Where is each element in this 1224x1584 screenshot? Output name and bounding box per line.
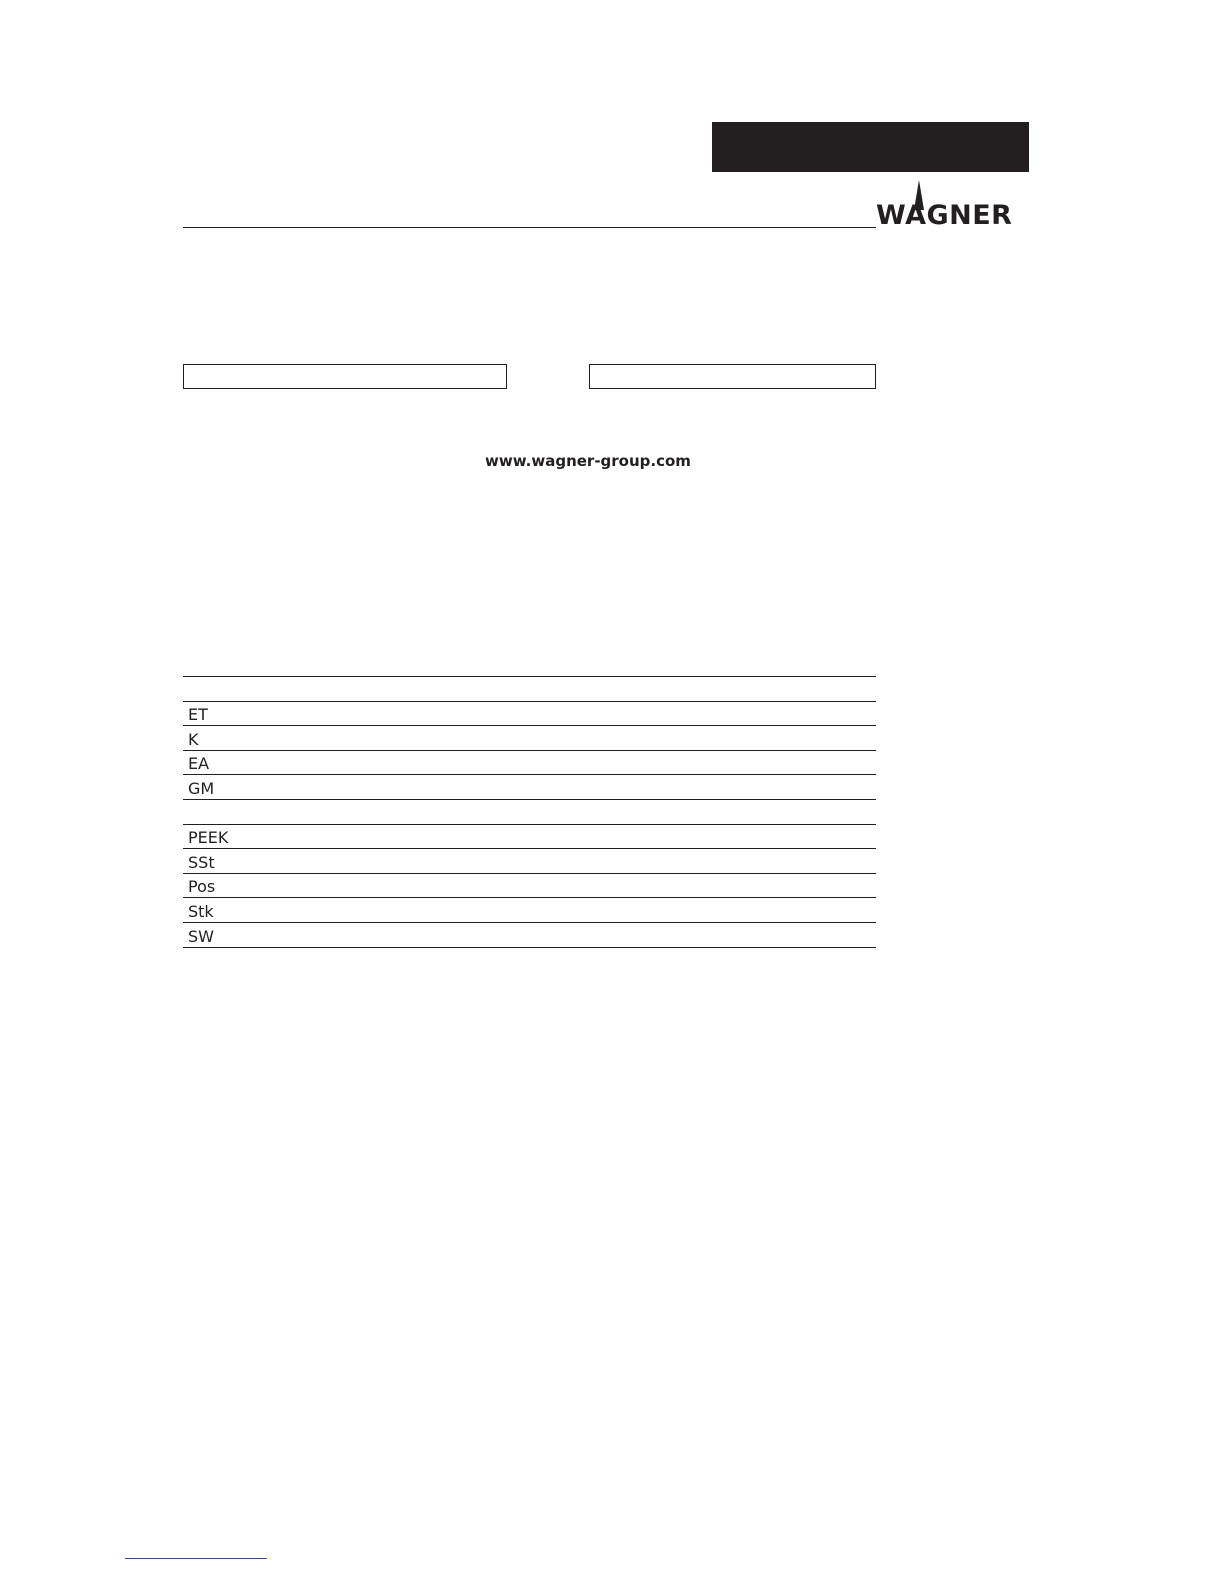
header-rule xyxy=(183,227,876,228)
table-row xyxy=(183,898,876,923)
abbreviation-table xyxy=(183,676,876,948)
abbreviation-code: PEEK xyxy=(188,828,229,848)
table-row xyxy=(183,923,876,948)
table-row xyxy=(183,702,876,727)
wagner-logo xyxy=(876,180,1030,230)
table-row xyxy=(183,800,876,825)
website-link[interactable]: www.wagner-group.com xyxy=(485,452,691,470)
abbreviation-code: SW xyxy=(188,926,214,946)
footer-link-underline[interactable] xyxy=(125,1558,267,1559)
table-row xyxy=(183,677,876,702)
header-title-bar xyxy=(712,122,1029,172)
edition-field[interactable] xyxy=(589,364,876,389)
table-row xyxy=(183,874,876,899)
abbreviation-code: GM xyxy=(188,778,215,798)
abbreviation-code: Stk xyxy=(188,901,214,921)
order-number-field[interactable] xyxy=(183,364,507,389)
table-row xyxy=(183,726,876,751)
table-row xyxy=(183,825,876,850)
abbreviation-code: Pos xyxy=(188,877,216,897)
abbreviation-code: SSt xyxy=(188,852,215,872)
table-row xyxy=(183,751,876,776)
logo-text: WAGNER xyxy=(876,200,1013,231)
table-row xyxy=(183,775,876,800)
table-row xyxy=(183,849,876,874)
abbreviation-code: K xyxy=(188,729,199,749)
abbreviation-code: EA xyxy=(188,754,210,774)
abbreviation-code: ET xyxy=(188,705,208,725)
